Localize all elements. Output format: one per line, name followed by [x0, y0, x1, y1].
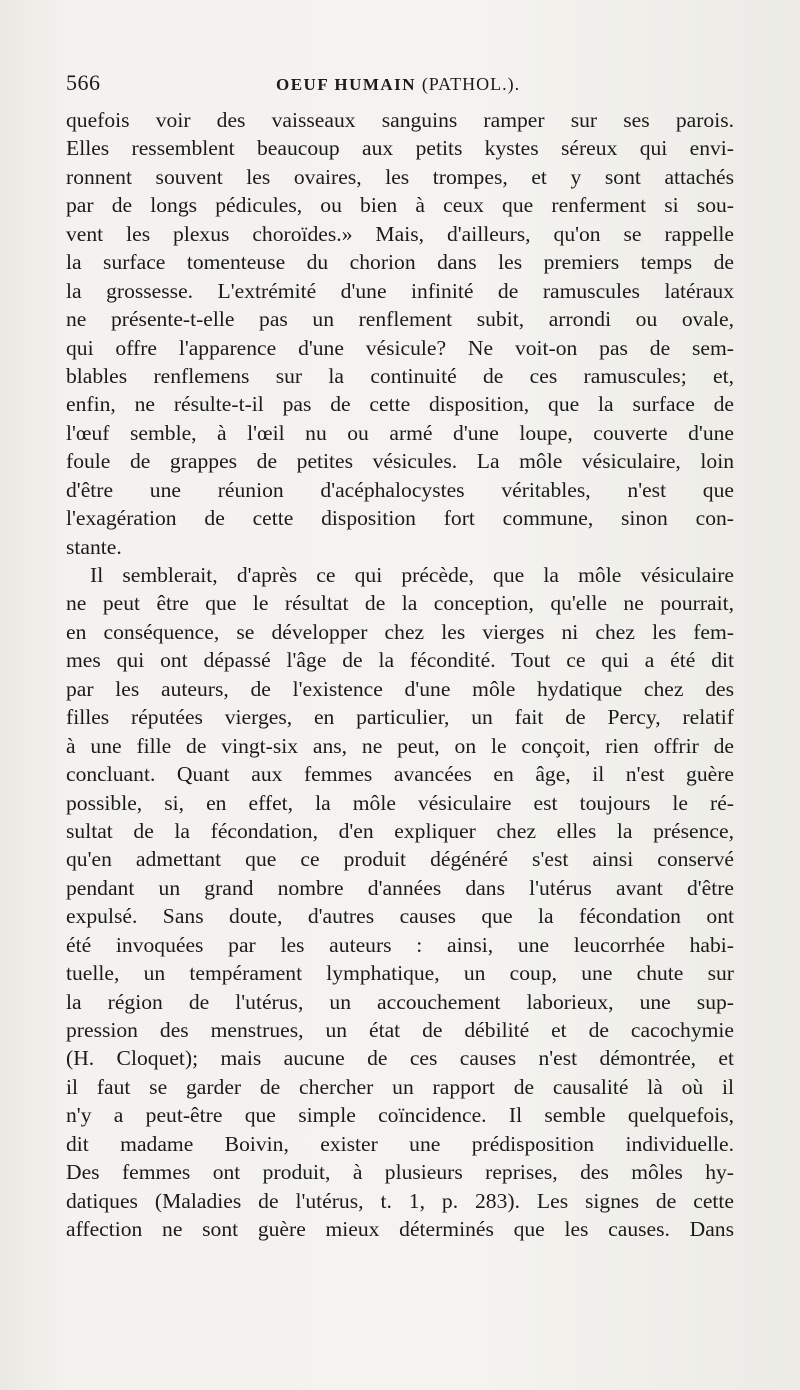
text-line: l'œuf semble, à l'œil nu ou armé d'une loupe, couverte d'une — [66, 420, 734, 445]
text-line: Elles ressemblent beaucoup aux petits kystes séreux qui envi- — [66, 136, 734, 161]
text-line: la grossesse. L'extrémité d'une infinité de ramuscules latéraux — [66, 278, 734, 303]
page-header — [66, 70, 736, 102]
text-line: qui offre l'apparence d'une vésicule? Ne voit-on pas de sem- — [66, 335, 734, 360]
text-line: quefois voir des vaisseaux sanguins ramper sur ses parois. — [66, 108, 734, 132]
text-line: ne présente-t-elle pas un renflement subit, arrondi ou ovale, — [66, 307, 734, 332]
running-head — [276, 74, 520, 95]
text-line: Des femmes ont produit, à plusieurs reprises, des môles hy- — [66, 1160, 734, 1185]
text-line: l'exagération de cette disposition fort commune, sinon con- — [66, 506, 734, 531]
text-line: blables renflemens sur la continuité de ces ramuscules; et, — [66, 363, 734, 388]
text-line: foule de grappes de petites vésicules. La môle vésiculaire, loin — [66, 449, 734, 474]
text-line: la surface tomenteuse du chorion dans les premiers temps de — [66, 250, 734, 275]
body-text — [66, 106, 734, 1244]
text-line: ne peut être que le résultat de la conception, qu'elle ne pourrait, — [66, 591, 734, 616]
text-line: ronnent souvent les ovaires, les trompes, et y sont attachés — [66, 164, 734, 189]
paragraph-start-line: Il semblerait, d'après ce qui précède, que la môle vésiculaire — [90, 563, 734, 587]
text-line: en conséquence, se développer chez les vierges ni chez les fem- — [66, 619, 734, 644]
text-line: datiques (Maladies de l'utérus, t. 1, p. 283). Les signes de cette — [66, 1188, 734, 1213]
text-line: mes qui ont dépassé l'âge de la fécondité. Tout ce qui a été dit — [66, 648, 734, 673]
text-line: affection ne sont guère mieux déterminés que les causes. Dans — [66, 1217, 734, 1242]
text-line: été invoquées par les auteurs : ainsi, une leucorrhée habi- — [66, 932, 734, 957]
paragraph-end-line: stante. — [66, 534, 122, 559]
text-line: concluant. Quant aux femmes avancées en âge, il n'est guère — [66, 762, 734, 787]
text-line: possible, si, en effet, la môle vésiculaire est toujours le ré- — [66, 790, 734, 815]
text-line: d'être une réunion d'acéphalocystes véritables, n'est que — [66, 477, 734, 502]
text-line: tuelle, un tempérament lymphatique, un coup, une chute sur — [66, 961, 734, 986]
page-number: 566 — [66, 70, 101, 95]
text-line: n'y a peut-être que simple coïncidence. Il semble quelquefois, — [66, 1103, 734, 1128]
text-line: expulsé. Sans doute, d'autres causes que la fécondation ont — [66, 904, 734, 929]
text-line: par de longs pédicules, ou bien à ceux que renferment si sou- — [66, 193, 734, 218]
text-line: il faut se garder de chercher un rapport de causalité là où il — [66, 1074, 734, 1099]
text-line: (H. Cloquet); mais aucune de ces causes n'est démontrée, et — [66, 1046, 734, 1071]
running-head-title: OEUF HUMAIN — [276, 75, 417, 94]
text-line: qu'en admettant que ce produit dégénéré s'est ainsi conservé — [66, 847, 734, 872]
text-line: sultat de la fécondation, d'en expliquer chez elles la présence, — [66, 818, 734, 843]
text-line: à une fille de vingt-six ans, ne peut, on le conçoit, rien offrir de — [66, 733, 734, 758]
text-line: pendant un grand nombre d'années dans l'utérus avant d'être — [66, 875, 734, 900]
text-line: pression des menstrues, un état de débilité et de cacochymie — [66, 1018, 734, 1042]
text-line: vent les plexus choroïdes.» Mais, d'ailleurs, qu'on se rappelle — [66, 221, 734, 246]
running-head-section: (PATHOL.). — [421, 74, 521, 94]
text-line: enfin, ne résulte-t-il pas de cette disposition, que la surface de — [66, 392, 734, 417]
text-line: la région de l'utérus, un accouchement laborieux, une sup- — [66, 989, 734, 1014]
text-line: par les auteurs, de l'existence d'une môle hydatique chez des — [66, 676, 734, 701]
text-line: dit madame Boivin, exister une prédisposition individuelle. — [66, 1131, 734, 1156]
text-line: filles réputées vierges, en particulier, un fait de Percy, relatif — [66, 705, 734, 730]
